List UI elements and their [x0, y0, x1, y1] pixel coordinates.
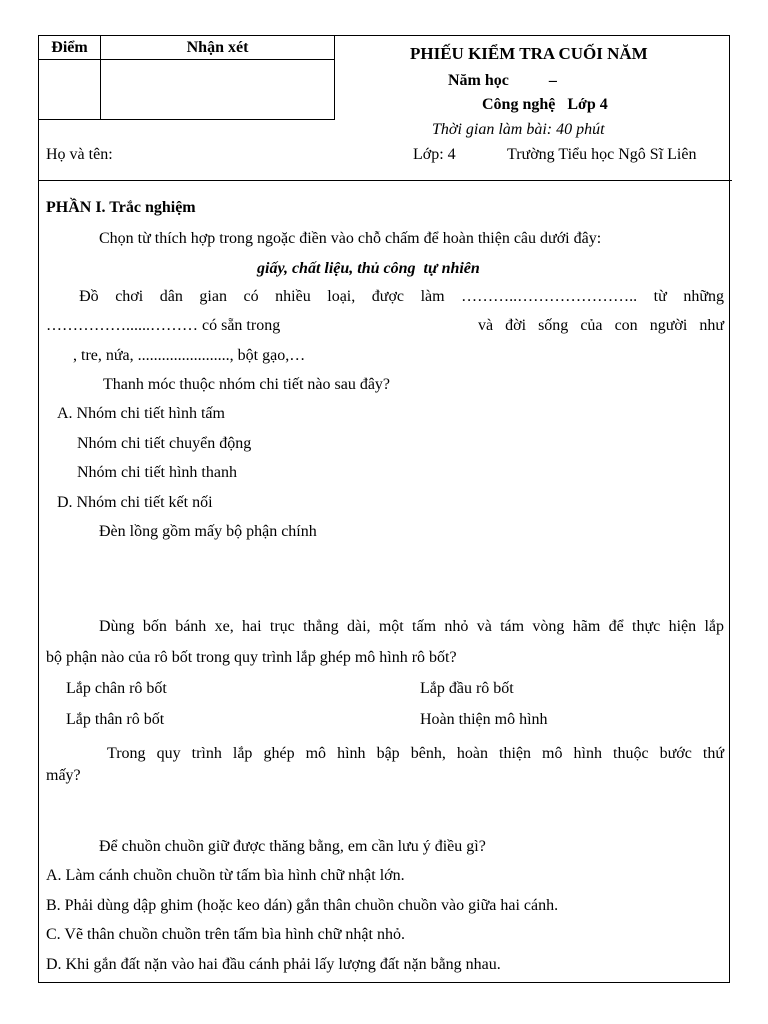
score-header: Điểm [39, 36, 101, 60]
part1-heading: PHẦN I. Trắc nghiệm [46, 199, 196, 216]
page-title: PHIẾU KIỂM TRA CUỐI NĂM [410, 44, 648, 63]
option-c: Nhóm chi tiết hình thanh [77, 464, 237, 481]
question-robot-line2: bộ phận nào của rô bốt trong quy trình lắp ghép mô hình rô bốt? [46, 649, 457, 666]
question-robot-line1: Dùng bốn bánh xe, hai trục thẳng dài, một tấm nhỏ và tám vòng hãm để thực hiện lắp [99, 618, 724, 635]
fill-line-3: , tre, nứa, ......................., bột gạo,… [73, 347, 306, 364]
question-bap-benh-line2: mấy? [46, 767, 81, 784]
question-chuon-chuon: Để chuồn chuồn giữ được thăng bằng, em cần lưu ý điều gì? [99, 838, 486, 855]
score-cell[interactable] [39, 60, 101, 120]
robot-option-2: Lắp đầu rô bốt [420, 680, 514, 697]
subject-line: Công nghệ Lớp 4 [482, 96, 608, 113]
robot-option-3: Lắp thân rô bốt [66, 711, 165, 728]
comment-header: Nhận xét [101, 36, 335, 60]
class-label: Lớp: 4 [413, 146, 456, 163]
chuon-option-c: C. Vẽ thân chuồn chuồn trên tấm bìa hình chữ nhật nhỏ. [46, 926, 405, 943]
fill-line-2a: ……………......……… có sẵn trong [46, 317, 281, 334]
instruction: Chọn từ thích hợp trong ngoặc điền vào chỗ chấm để hoàn thiện câu dưới đây: [99, 230, 602, 247]
chuon-option-d: D. Khi gắn đất nặn vào hai đầu cánh phải lấy lượng đất nặn bằng nhau. [46, 956, 501, 973]
time-limit: Thời gian làm bài: 40 phút [432, 121, 605, 138]
fill-line-1: Đồ chơi dân gian có nhiều loại, được làm ………..………………….. từ những [46, 288, 724, 305]
robot-option-1: Lắp chân rô bốt [66, 680, 167, 697]
question-thanh-moc: Thanh móc thuộc nhóm chi tiết nào sau đây? [103, 376, 391, 393]
option-d: D. Nhóm chi tiết kết nối [57, 494, 213, 511]
fill-line-2b: và đời sống của con người như [478, 317, 724, 334]
name-label: Họ và tên: [46, 146, 113, 163]
score-box [38, 35, 335, 120]
comment-cell[interactable] [101, 60, 335, 120]
option-a: A. Nhóm chi tiết hình tấm [57, 405, 225, 422]
school-label: Trường Tiểu học Ngô Sĩ Liên [507, 146, 697, 163]
option-b: Nhóm chi tiết chuyển động [77, 435, 252, 452]
school-year: Năm học – [448, 72, 557, 89]
robot-option-4: Hoàn thiện mô hình [420, 711, 548, 728]
chuon-option-a: A. Làm cánh chuồn chuồn từ tấm bìa hình chữ nhật lớn. [46, 867, 405, 884]
chuon-option-b: B. Phải dùng dập ghim (hoặc keo dán) gắn thân chuồn chuồn vào giữa hai cánh. [46, 897, 559, 914]
question-bap-benh-line1: Trong quy trình lắp ghép mô hình bập bênh, hoàn thiện mô hình thuộc bước thứ [107, 745, 724, 762]
header-divider [38, 180, 732, 181]
question-den-long: Đèn lồng gồm mấy bộ phận chính [99, 523, 317, 540]
word-bank: giấy, chất liệu, thủ công tự nhiên [257, 260, 480, 277]
